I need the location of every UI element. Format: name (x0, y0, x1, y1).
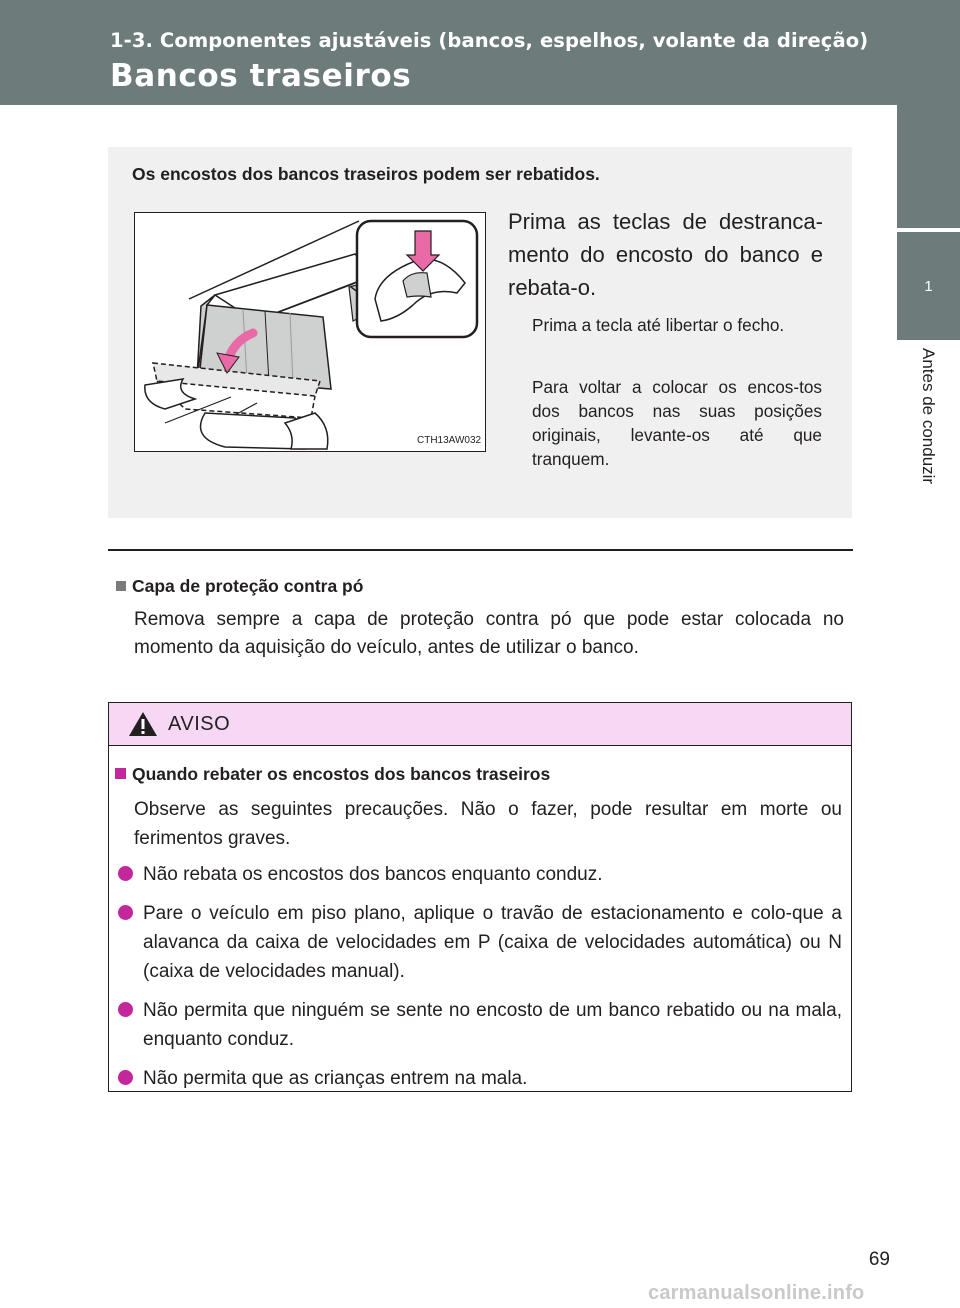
capa-heading (116, 576, 363, 597)
info-box (108, 147, 852, 518)
section-title: 1-3. Componentes ajustáveis (bancos, espelhos, volante da direção) (110, 29, 869, 52)
warning-bullet-text: Não permita que ninguém se sente no encosto de um banco rebatido ou na mala, enquanto conduz. (143, 1000, 842, 1050)
chapter-number: 1 (924, 278, 933, 295)
info-box-title: Os encostos dos bancos traseiros podem ser rebatidos. (132, 164, 600, 184)
bullet-dot-icon (118, 905, 133, 920)
bullet-dot-icon (118, 866, 133, 881)
footer-watermark[interactable]: carmanualsonline.info (648, 1282, 865, 1304)
warning-title: AVISO (168, 713, 231, 735)
bullet-dot-icon (118, 1002, 133, 1017)
warning-heading (115, 764, 550, 785)
header-band (0, 0, 932, 105)
figure-code: CTH13AW032 (417, 435, 482, 446)
warning-bullet-text: Não rebata os encostos dos bancos enquanto conduz. (143, 864, 603, 885)
page-title: Bancos traseiros (110, 58, 412, 94)
warning-header (109, 703, 851, 746)
bullet-dot-icon (118, 1070, 133, 1085)
warning-intro: Observe as seguintes precauções. Não o fazer, pode resultar em morte ou ferimentos graves. (134, 799, 842, 849)
chapter-label-container (918, 348, 940, 528)
warning-bullet-text: Pare o veículo em piso plano, aplique o travão de estacionamento e colo-que a alavanca da caixa de velocidades em P (caixa de velocidades automática) ou N (caixa de velocidades manual). (143, 903, 842, 982)
chapter-label: Antes de conduzir (919, 348, 938, 485)
seat-illustration (134, 212, 486, 452)
square-bullet-icon (115, 768, 126, 779)
square-bullet-icon (116, 581, 126, 591)
warning-triangle-icon (128, 711, 158, 737)
divider (108, 549, 853, 551)
step-detail-2: Para voltar a colocar os encos-tos dos bancos nas suas posições originais, levante-os até que tranquem. (532, 377, 822, 469)
step-detail-1: Prima a tecla até libertar o fecho. (532, 315, 785, 335)
chapter-tab[interactable] (897, 232, 960, 340)
page-number: 69 (868, 1249, 890, 1270)
warning-bullet-text: Não permita que as crianças entrem na mala. (143, 1068, 528, 1089)
step-instruction: Prima as teclas de destranca-mento do encosto do banco e rebata-o. (508, 209, 823, 300)
capa-heading-text: Capa de proteção contra pó (132, 576, 364, 596)
side-band (897, 0, 960, 228)
rear-seat-drawing (135, 213, 485, 451)
warning-box (108, 702, 852, 1092)
capa-body: Remova sempre a capa de proteção contra pó que pode estar colocada no momento da aquisição do veículo, antes de utilizar o banco. (134, 609, 844, 658)
warning-heading-text: Quando rebater os encostos dos bancos traseiros (132, 764, 551, 784)
